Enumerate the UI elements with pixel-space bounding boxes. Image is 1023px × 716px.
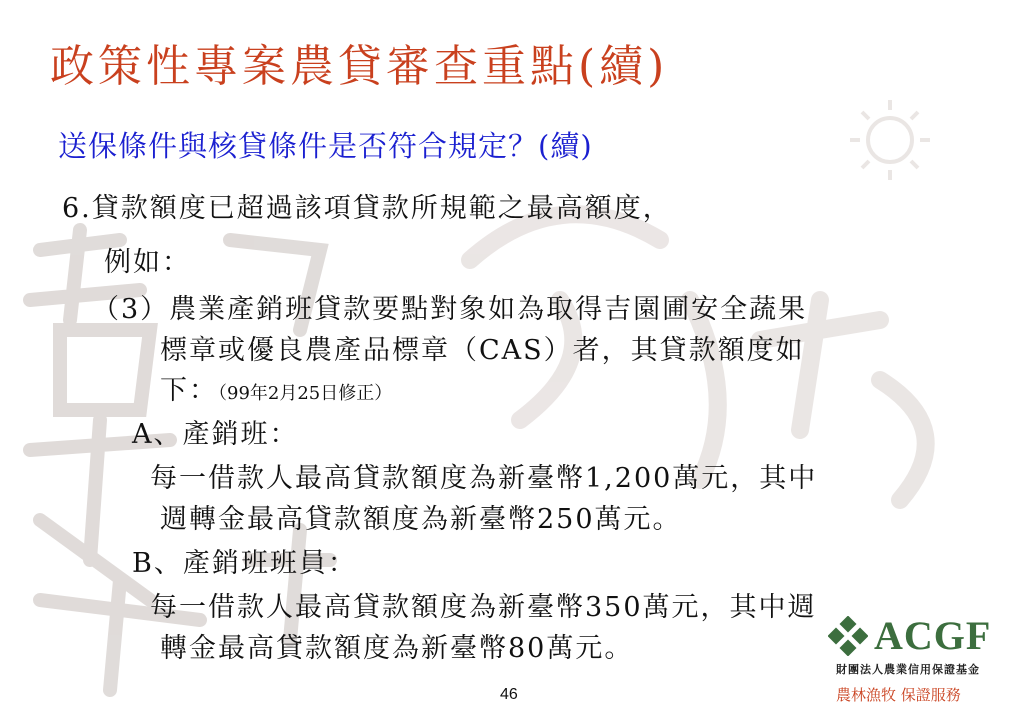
- slide-subtitle: 送保條件與核貸條件是否符合規定？(續): [58, 129, 593, 163]
- slide-title: 政策性專案農貸審查重點(續): [50, 41, 669, 92]
- sub-a-label: A、產銷班：: [132, 419, 299, 450]
- revision-note: （99年2月25日修正）: [218, 383, 393, 404]
- acgf-diamond-logo-icon: [828, 616, 868, 656]
- logo-text: ACGF: [874, 613, 992, 658]
- case-line-3-text: 下：: [160, 375, 218, 406]
- acgf-logo: [828, 612, 1018, 677]
- item-heading: 6.貸款額度已超過該項貸款所規範之最高額度，: [62, 193, 672, 224]
- sub-b-line-2: 轉金最高貸款額度為新臺幣80萬元。: [160, 633, 634, 664]
- sub-a-line-2: 週轉金最高貸款額度為新臺幣250萬元。: [160, 504, 682, 535]
- org-name: 財團法人農業信用保證基金: [836, 663, 980, 676]
- example-label: 例如：: [104, 247, 191, 278]
- sub-b-label: B、產銷班班員：: [132, 548, 357, 579]
- sub-b-line-1: 每一借款人最高貸款額度為新臺幣350萬元，其中週: [150, 592, 817, 623]
- sub-a-line-1: 每一借款人最高貸款額度為新臺幣1,200萬元，其中: [150, 463, 818, 494]
- case-line-2: 標章或優良農產品標章（CAS）者，其貸款額度如: [160, 335, 805, 366]
- slogan: 農林漁牧 保證服務: [836, 686, 961, 704]
- case-line-3: [160, 368, 392, 407]
- case-line-1: （3）農業產銷班貸款要點對象如為取得吉園圃安全蔬果: [92, 294, 808, 325]
- page-number: 46: [500, 686, 518, 703]
